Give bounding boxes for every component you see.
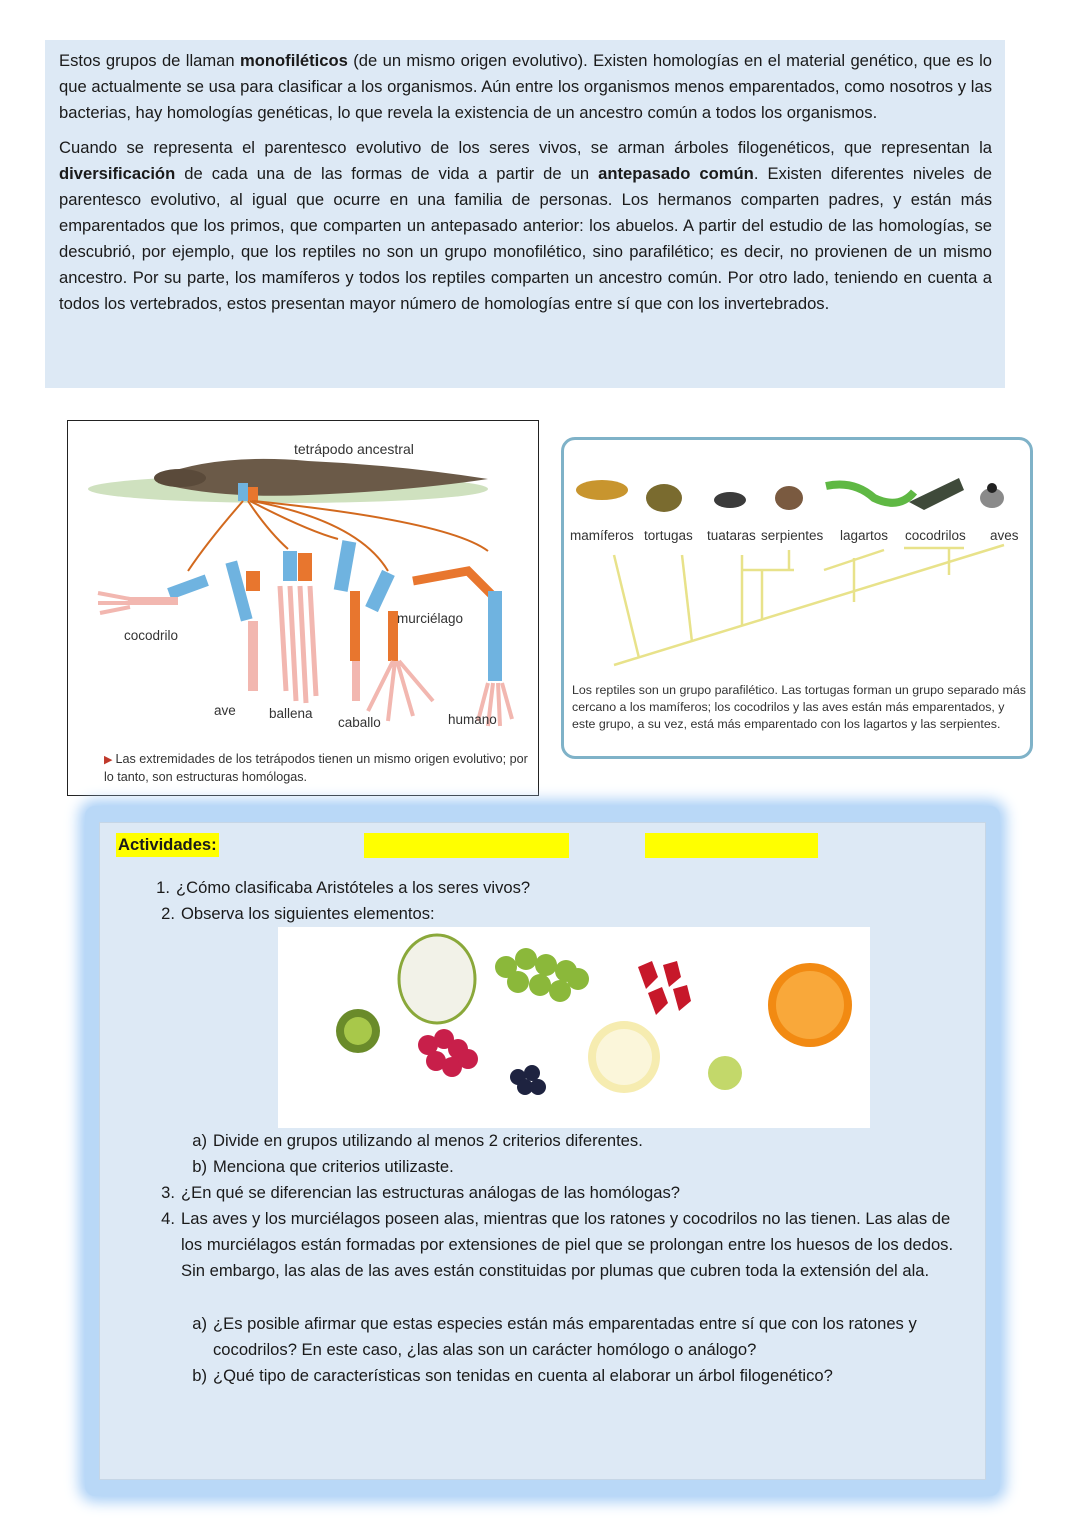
tree-label-lizards: lagartos <box>840 528 889 543</box>
label-horse: caballo <box>338 715 381 730</box>
label-bat: murciélago <box>397 611 464 626</box>
bird-limb <box>225 560 260 691</box>
fruits-illustration <box>278 927 870 1128</box>
tree-label-birds: aves <box>990 528 1019 543</box>
triangle-bullet-icon: ▶ <box>104 754 113 766</box>
homologous-limbs-figure <box>67 420 539 796</box>
highlight-bar-2 <box>645 833 818 858</box>
horse-limb <box>334 540 360 701</box>
tree-label-snakes: serpientes <box>761 528 824 543</box>
phylogenetic-tree-figure <box>561 437 1033 759</box>
activities-title: Actividades: <box>116 833 219 857</box>
question-4a: a) ¿Es posible afirmar que estas especies están más emparentadas entre sí que con los ratones y cocodrilos? En este caso, ¿las alas son un carácter homólogo o análogo? <box>192 1314 917 1359</box>
question-2: 2. Observa los siguientes elementos: <box>161 904 435 923</box>
human-limb <box>413 571 512 726</box>
question-1: 1. ¿Cómo clasificaba Aristóteles a los seres vivos? <box>156 878 531 897</box>
label-ancestral-tetrapod: tetrápodo ancestral <box>294 441 414 457</box>
question-2a: a) Divide en grupos utilizando al menos 2 criterios diferentes. <box>192 1131 643 1150</box>
animal-icons <box>576 478 1004 512</box>
question-3: 3. ¿En qué se diferencian las estructuras análogas de las homólogas? <box>161 1183 681 1202</box>
bat-limb <box>365 570 433 721</box>
whale-limb <box>280 551 316 703</box>
label-crocodile: cocodrilo <box>124 628 179 643</box>
limbs-illustration <box>68 421 538 751</box>
intro-paragraph-2: Cuando se representa el parentesco evolutivo de los seres vivos, se arman árboles filogenéticos, que representan la diversificación de cada una de las formas de vida a partir de un antepasado común. Existen diferentes niveles de parentesco evolutivo, al igual que ocurre en una familia de personas. Los hermanos comparten padres, y están más emparentados que los primos, que comparten un antepasado anterior: los abuelos. A partir del estudio de las homologías, se descubrió, por ejemplo, que los reptiles no son un grupo monofilético, sino parafilético; es decir, no provienen de un mismo ancestro. Por su parte, los mamíferos y todos los reptiles comparten un ancestro común. Por otro lado, teniendo en cuenta a todos los vertebrados, estos presentan mayor número de homologías entre sí que con los invertebrados. <box>59 138 992 313</box>
label-bird: ave <box>214 703 236 718</box>
question-4b: b) ¿Qué tipo de características son tenidas en cuenta al elaborar un árbol filogenético? <box>192 1366 833 1385</box>
tree-label-tuataras: tuataras <box>707 528 756 543</box>
activities-box <box>99 822 986 1480</box>
crocodile-limb <box>98 575 209 613</box>
intro-paragraph-1: Estos grupos de llaman monofiléticos (de un mismo origen evolutivo). Existen homologías en el material genético, que es lo que actualmente se usa para clasificar a los organismos. Aún entre los organismos menos emparentados, como nosotros y las bacterias, hay homologías genéticas, lo que revela la existencia de un ancestro común a todos los organismos. <box>59 51 992 122</box>
tree-caption: Los reptiles son un grupo parafilético. Las tortugas forman un grupo separado más cercano a los mamíferos; los cocodrilos y las aves están más emparentados, y este grupo, a su vez, está más emparentado con los lagartos y las serpientes. <box>572 683 1026 731</box>
label-human: humano <box>448 712 497 727</box>
tree-branches <box>614 545 1004 665</box>
tree-illustration <box>564 440 1030 680</box>
question-4: 4. Las aves y los murciélagos poseen alas, mientras que los ratones y cocodrilos no las tienen. Las alas de los murciélagos están formadas por extensiones de piel que se prolongan entre los huesos de los dedos. Sin embargo, las alas de las aves están constituidas por plumas que cubren toda la extensión del ala. <box>161 1209 954 1280</box>
limbs-caption: ▶ Las extremidades de los tetrápodos tienen un mismo origen evolutivo; por lo tanto, son estructuras homólogas. <box>104 752 528 784</box>
tree-label-turtles: tortugas <box>644 528 693 543</box>
fruits-image <box>278 927 870 1128</box>
highlight-bar-1 <box>364 833 569 858</box>
question-2b: b) Menciona que criterios utilizaste. <box>192 1157 454 1176</box>
tree-label-mammals: mamíferos <box>570 528 634 543</box>
intro-text-block <box>45 40 1005 388</box>
label-whale: ballena <box>269 706 313 721</box>
tree-label-crocodiles: cocodrilos <box>905 528 966 543</box>
